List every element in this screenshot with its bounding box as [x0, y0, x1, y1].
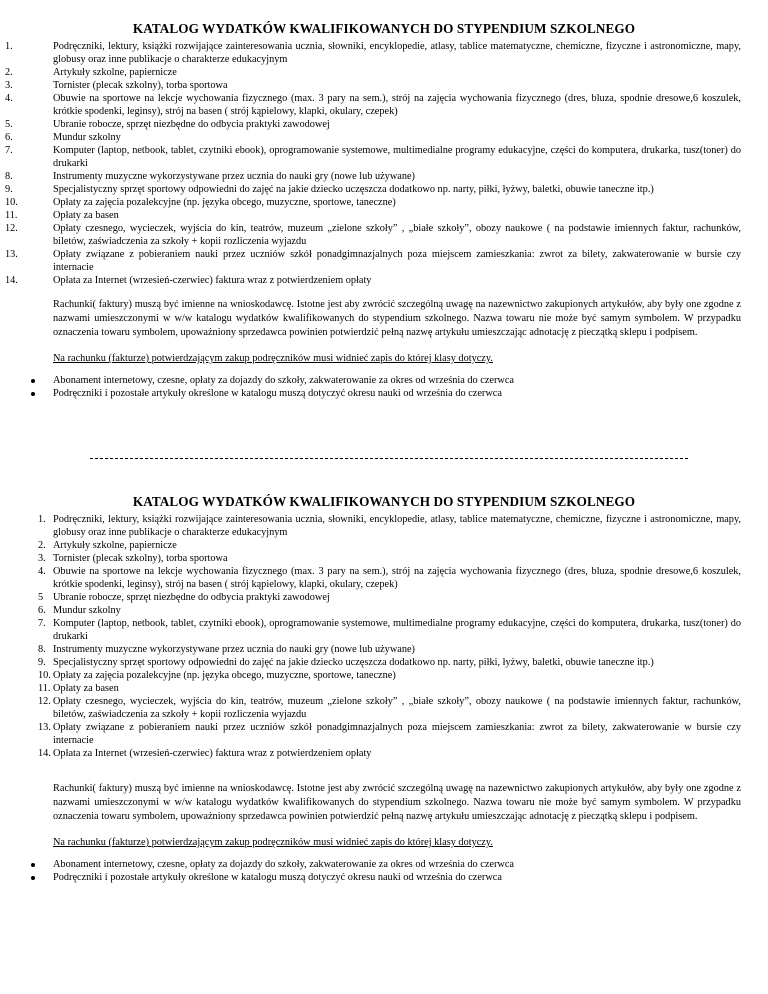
- list-item: 14. Opłata za Internet (wrzesień-czerwiec) faktura wraz z potwierdzeniem opłaty: [38, 748, 372, 759]
- list-item: Abonament internetowy, czesne, opłaty za dojazdy do szkoły, zakwaterowanie za okres od września do czerwca: [0, 858, 768, 871]
- page-title: KATALOG WYDATKÓW KWALIFIKOWANYCH DO STYPENDIUM SZKOLNEGO: [132, 494, 636, 509]
- invoice-requirements-paragraph: Rachunki( faktury) muszą być imienne na wnioskodawcę. Istotne jest aby zwrócić szczególną uwagę na nazewnictwo zakupionych artykułów, aby były one zgodne z nazwami umieszczonymi w w/w katalogu wydatków kwalifikowanych do stypendium szkolnego. Nazwa towaru nie może być samym symbolem. W przypadku oznaczenia towaru symbolem, upoważniony sprzedawca powinien potwierdzić pełną nazwę artykułu umieszczając adnotację z pieczątką sklepu i podpisem.: [53, 783, 741, 822]
- list-item: 5. Ubranie robocze, sprzęt niezbędne do odbycia praktyki zawodowej: [5, 119, 330, 130]
- expense-list: [0, 40, 768, 287]
- list-item: 1. Podręczniki, lektury, książki rozwijające zainteresowania ucznia, słowniki, encyklopedie, atlasy, tablice matematyczne, chemiczne, fizyczne i astronomiczne, mapy, globusy oraz inne publikacje o charakterze edukacyjnym: [38, 514, 741, 538]
- list-item: 4. Obuwie na sportowe na lekcje wychowania fizycznego (max. 3 pary na sem.), strój na zajęcia wychowania fizycznego (dres, bluza, spodnie dresowe,6 koszulek, krótkie spodenki, leginsy), strój na basen ( strój kąpielowy, klapki, okulary, czepek): [5, 93, 741, 117]
- list-item: 13. Opłaty związane z pobieraniem nauki przez uczniów szkół ponadgimnazjalnych poza miejscem zamieszkania: zwrot za bilety, zakwaterowanie w bursie czy internacie: [5, 249, 741, 273]
- list-item: 10. Opłaty za zajęcia pozalekcyjne (np. języka obcego, muzyczne, sportowe, taneczne): [5, 197, 396, 208]
- list-item: 1. Podręczniki, lektury, książki rozwijające zainteresowania ucznia, słowniki, encyklopedie, atlasy, tablice matematyczne, chemiczne, fizyczne i astronomiczne, mapy, globusy oraz inne publikacje o charakterze edukacyjnym: [5, 41, 741, 65]
- catalog-copy-1: [0, 21, 768, 400]
- bullet-icon: [31, 863, 35, 867]
- period-bullets: [0, 374, 768, 400]
- list-item: 9. Specjalistyczny sprzęt sportowy odpowiedni do zajęć na jakie dziecko uczęszcza dodatkowo np. narty, piłki, łyżwy, baletki, obuwie taneczne itp.): [38, 657, 654, 668]
- list-item: 12. Opłaty czesnego, wycieczek, wyjścia do kin, teatrów, muzeum „zielone szkoły” , „białe szkoły”, obozy naukowe ( na podstawie imiennych faktur, rachunków, biletów, zaświadczenia za szkoły + kopii rozliczenia wyjazdu: [38, 696, 741, 720]
- list-item: 2. Artykuły szkolne, papiernicze: [5, 67, 177, 78]
- cut-line-divider: [90, 458, 688, 459]
- list-item: 8. Instrumenty muzyczne wykorzystywane przez ucznia do nauki gry (nowe lub używane): [5, 171, 415, 182]
- list-item: 3. Tornister (plecak szkolny), torba sportowa: [38, 553, 228, 564]
- list-item: 6. Mundur szkolny: [5, 132, 121, 143]
- list-item: Podręczniki i pozostałe artykuły określone w katalogu muszą dotyczyć okresu nauki od września do czerwca: [0, 387, 768, 400]
- list-item: 5 Ubranie robocze, sprzęt niezbędne do odbycia praktyki zawodowej: [38, 592, 330, 603]
- list-item: Abonament internetowy, czesne, opłaty za dojazdy do szkoły, zakwaterowanie za okres od września do czerwca: [0, 374, 768, 387]
- list-item: 11. Opłaty za basen: [5, 210, 119, 221]
- bullet-icon: [31, 392, 35, 396]
- list-item: 11. Opłaty za basen: [38, 683, 119, 694]
- bullet-icon: [31, 379, 35, 383]
- list-item: 12. Opłaty czesnego, wycieczek, wyjścia do kin, teatrów, muzeum „zielone szkoły” , „białe szkoły”, obozy naukowe ( na podstawie imiennych faktur, rachunków, biletów, zaświadczenia za szkoły + kopii rozliczenia wyjazdu: [5, 223, 741, 247]
- page-title: KATALOG WYDATKÓW KWALIFIKOWANYCH DO STYPENDIUM SZKOLNEGO: [132, 21, 636, 36]
- list-item: 8. Instrumenty muzyczne wykorzystywane przez ucznia do nauki gry (nowe lub używane): [38, 644, 415, 655]
- invoice-requirements-paragraph: Rachunki( faktury) muszą być imienne na wnioskodawcę. Istotne jest aby zwrócić szczególną uwagę na nazewnictwo zakupionych artykułów, aby były one zgodne z nazwami umieszczonymi w w/w katalogu wydatków kwalifikowanych do stypendium szkolnego. Nazwa towaru nie może być samym symbolem. W przypadku oznaczenia towaru symbolem, upoważniony sprzedawca powinien potwierdzić pełną nazwę artykułu umieszczając adnotację z pieczątką sklepu i podpisem.: [53, 299, 741, 338]
- list-item: 7. Komputer (laptop, netbook, tablet, czytniki ebook), oprogramowanie systemowe, multimedialne programy edukacyjne, części do komputera, drukarka, tusz(toner) do drukarki: [38, 618, 741, 642]
- list-item: Podręczniki i pozostałe artykuły określone w katalogu muszą dotyczyć okresu nauki od września do czerwca: [0, 871, 768, 884]
- list-item: 2. Artykuły szkolne, papiernicze: [38, 540, 177, 551]
- catalog-copy-2: [0, 494, 768, 884]
- textbook-invoice-note: Na rachunku (fakturze) potwierdzającym zakup podręczników musi widnieć zapis do której klasy dotyczy.: [53, 353, 493, 364]
- expense-list: [0, 513, 768, 760]
- list-item: 6. Mundur szkolny: [38, 605, 121, 616]
- list-item: 9. Specjalistyczny sprzęt sportowy odpowiedni do zajęć na jakie dziecko uczęszcza dodatkowo np. narty, piłki, łyżwy, baletki, obuwie taneczne itp.): [5, 184, 654, 195]
- bullet-icon: [31, 876, 35, 880]
- list-item: 3. Tornister (plecak szkolny), torba sportowa: [5, 80, 228, 91]
- period-bullets: [0, 858, 768, 884]
- list-item: 4. Obuwie na sportowe na lekcje wychowania fizycznego (max. 3 pary na sem.), strój na zajęcia wychowania fizycznego (dres, bluza, spodnie dresowe,6 koszulek, krótkie spodenki, leginsy), strój na basen ( strój kąpielowy, klapki, okulary, czepek): [38, 566, 741, 590]
- list-item: 13. Opłaty związane z pobieraniem nauki przez uczniów szkół ponadgimnazjalnych poza miejscem zamieszkania: zwrot za bilety, zakwaterowanie w bursie czy internacie: [38, 722, 741, 746]
- list-item: 7. Komputer (laptop, netbook, tablet, czytniki ebook), oprogramowanie systemowe, multimedialne programy edukacyjne, części do komputera, drukarka, tusz(toner) do drukarki: [5, 145, 741, 169]
- list-item: 10. Opłaty za zajęcia pozalekcyjne (np. języka obcego, muzyczne, sportowe, taneczne): [38, 670, 396, 681]
- list-item: 14. Opłata za Internet (wrzesień-czerwiec) faktura wraz z potwierdzeniem opłaty: [5, 275, 372, 286]
- textbook-invoice-note: Na rachunku (fakturze) potwierdzającym zakup podręczników musi widnieć zapis do której klasy dotyczy.: [53, 837, 493, 848]
